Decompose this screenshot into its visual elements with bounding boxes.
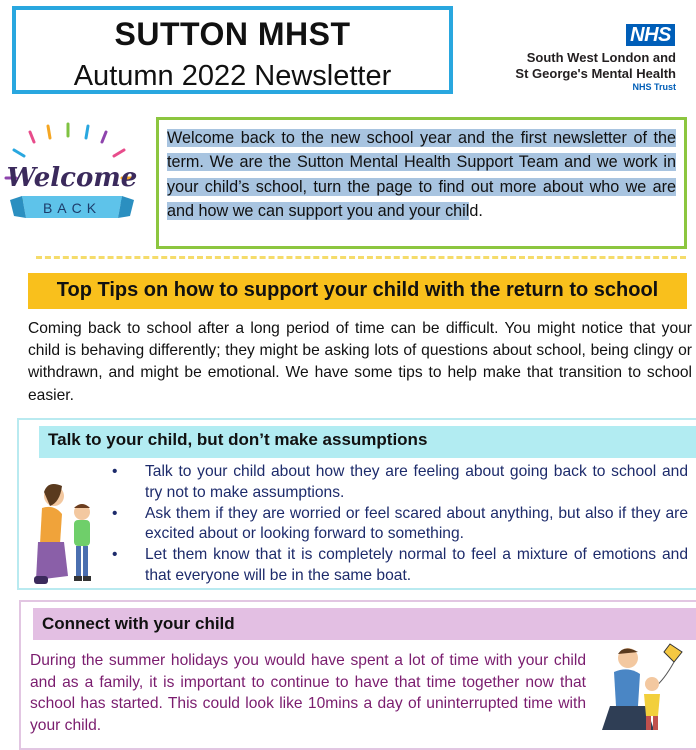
trust-name-line1: South West London and (526, 50, 676, 65)
nhs-logo-badge: NHS (626, 24, 675, 46)
talk-heading: Talk to your child, but don’t make assumptions (48, 430, 428, 449)
tips-paragraph: Coming back to school after a long period of time can be difficult. You might notice that your child is behaving differently; they might be asking lots of questions about school, being clingy or withdrawn, and might be emotional. We have some tips to help make that transition to school easier. (28, 320, 692, 404)
intro-text (167, 126, 676, 224)
newsletter-subtitle: Autumn 2022 Newsletter (73, 60, 392, 92)
newsletter-title: SUTTON MHST (114, 16, 351, 52)
list-item: • Ask them if they are worried or feel scared about anything, but also if they are excited about or looking forward to something. (112, 504, 688, 546)
welcome-back-graphic (0, 120, 150, 240)
talk-tips-list (112, 462, 688, 587)
tips-heading: Top Tips on how to support your child with the return to school (56, 279, 659, 301)
intro-highlighted-text: Welcome back to the new school year and the first newsletter of the term. We are the Sutton Mental Health Support Team and we work in your child’s school, turn the page to find out more about who we are and how we can support you and your chil (167, 129, 676, 221)
dashed-divider (36, 256, 686, 259)
title-box (12, 6, 453, 94)
connect-paragraph: During the summer holidays you would have spent a lot of time with your child and as a family, it is important to continue to have that time together now that school has started. This could look like 10mins a day of uninterrupted time with your child. (30, 652, 586, 734)
welcome-word: Welcome (6, 163, 138, 193)
intro-box (156, 117, 687, 249)
trust-name-line3: NHS Trust (632, 82, 676, 92)
list-item: • Talk to your child about how they are feeling about going back to school and try not to make assumptions. (112, 462, 688, 504)
connect-heading: Connect with your child (42, 614, 235, 633)
parent-child-kite-illustration (594, 640, 690, 734)
back-word: BACK (42, 200, 102, 216)
parent-child-illustration (30, 480, 102, 590)
trust-name-line2: St George's Mental Health (515, 66, 676, 81)
list-item: • Let them know that it is completely normal to feel a mixture of emotions and that everyone will be in the same boat. (112, 545, 688, 587)
intro-text-end: d. (469, 202, 483, 221)
